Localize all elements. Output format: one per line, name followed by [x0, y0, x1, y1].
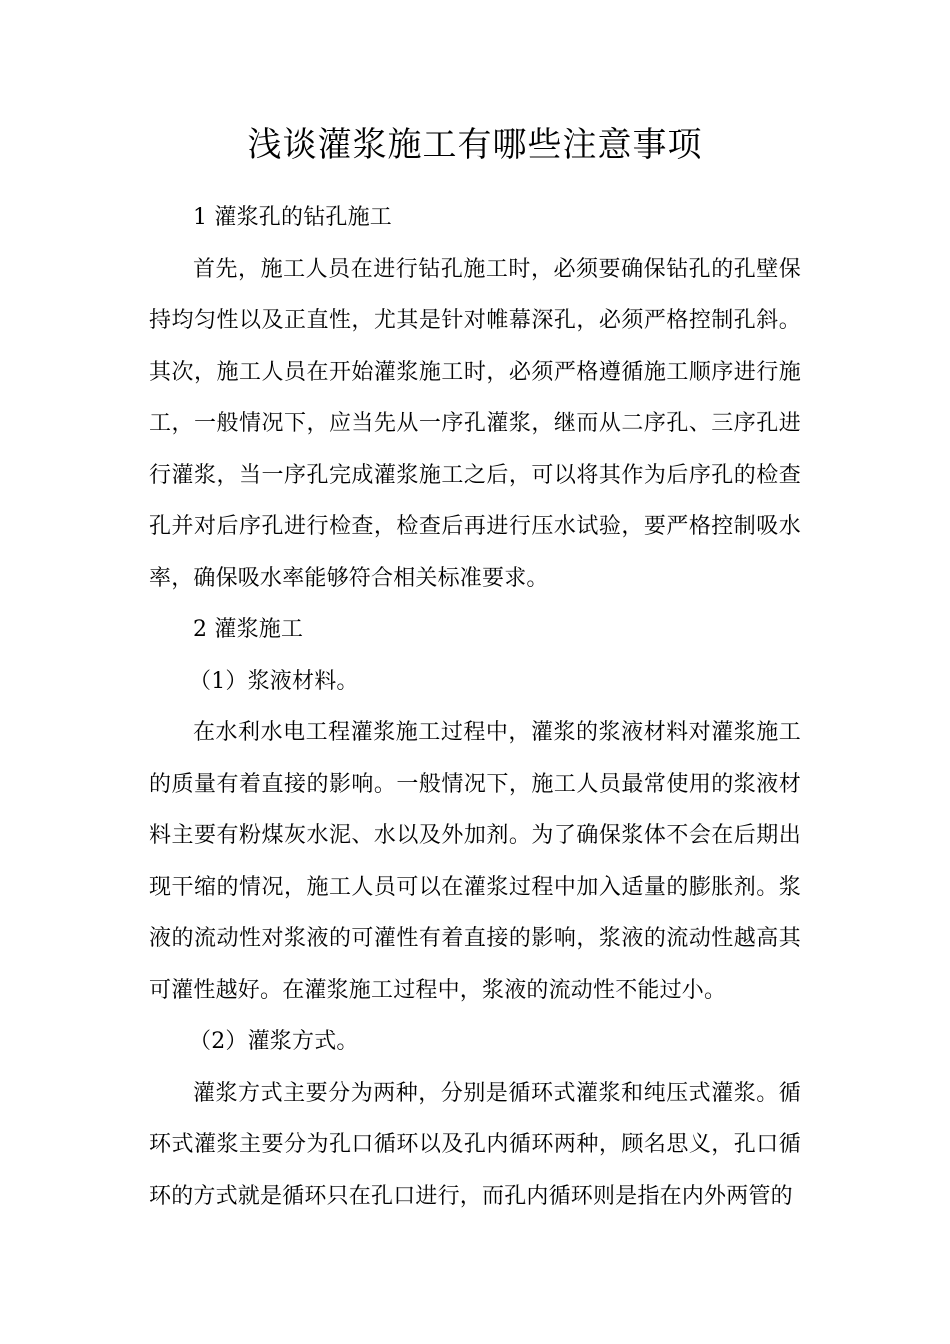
subsection-heading: （1）浆液材料。: [189, 668, 359, 694]
document-body: [149, 192, 801, 1222]
body-paragraph: 在水利水电工程灌浆施工过程中，灌浆的浆液材料对灌浆施工的质量有着直接的影响。一般情况下，施工人员最常使用的浆液材料主要有粉煤灰水泥、水以及外加剂。为了确保浆体不会在后期出现干缩的情况，施工人员可以在灌浆过程中加入适量的膨胀剂。浆液的流动性对浆液的可灌性有着直接的影响，浆液的流动性越高其可灌性越好。在灌浆施工过程中，浆液的流动性不能过小。: [149, 720, 801, 1003]
section-heading: 1 灌浆孔的钻孔施工: [193, 205, 392, 230]
body-paragraph: 首先，施工人员在进行钻孔施工时，必须要确保钻孔的孔壁保持均匀性以及正直性，尤其是针对帷幕深孔，必须严格控制孔斜。其次，施工人员在开始灌浆施工时，必须严格遵循施工顺序进行施工，一般情况下，应当先从一序孔灌浆，继而从二序孔、三序孔进行灌浆，当一序孔完成灌浆施工之后，可以将其作为后序孔的检查孔并对后序孔进行检查，检查后再进行压水试验，要严格控制吸水率，确保吸水率能够符合相关标准要求。: [149, 256, 801, 591]
body-paragraph: 灌浆方式主要分为两种，分别是循环式灌浆和纯压式灌浆。循环式灌浆主要分为孔口循环以及孔内循环两种，顾名思义，孔口循环的方式就是循环只在孔口进行，而孔内循环则是指在内外两管的: [149, 1080, 801, 1209]
section-heading: 2 灌浆施工: [193, 617, 304, 642]
subsection-heading: （2）灌浆方式。: [189, 1029, 359, 1054]
document-title: 浅谈灌浆施工有哪些注意事项: [247, 125, 703, 165]
